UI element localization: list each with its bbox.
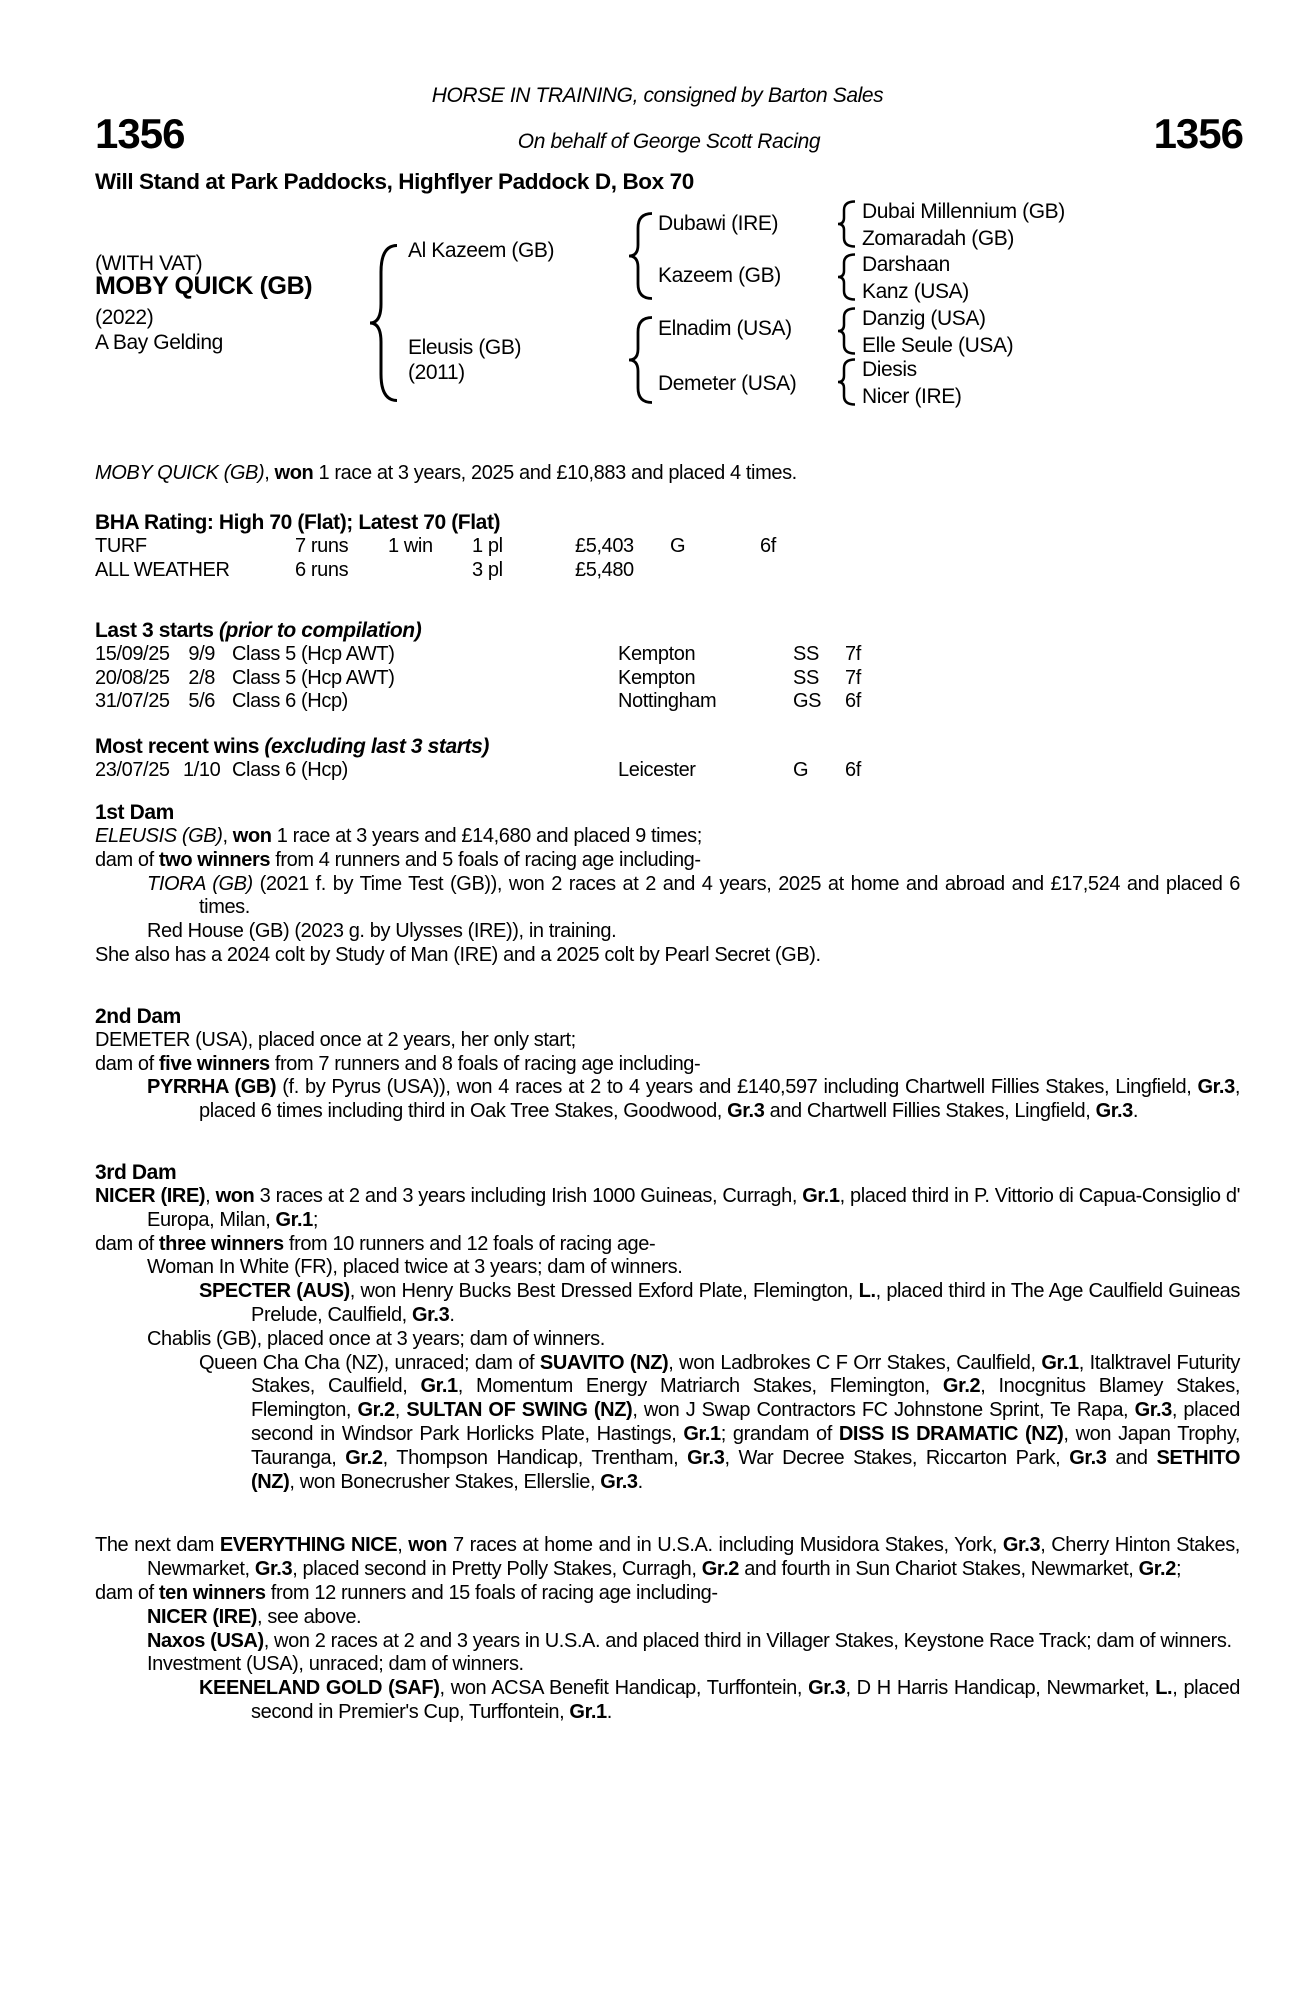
text-segment: KEENELAND GOLD (SAF) — [199, 1677, 440, 1700]
position-cell: 9/9 — [188, 643, 215, 665]
text-segment: won — [274, 462, 314, 484]
last-starts-table — [95, 643, 1240, 714]
distance-cell: 6f — [845, 690, 861, 712]
text-segment: , — [397, 1534, 409, 1557]
dam-grandparents-bottom — [862, 356, 961, 410]
race-result-row — [95, 667, 1240, 691]
text-segment: Red House (GB) (2023 g. by Ulysses (IRE)), in training. — [147, 920, 617, 943]
race-class-cell: Class 5 (Hcp AWT) — [232, 666, 395, 689]
race-result-row — [95, 759, 1240, 783]
text-segment: She also has a 2024 colt by Study of Man (IRE) and a 2025 colt by Pearl Secret (GB). — [95, 943, 821, 966]
text-segment: (f. by Pyrus (USA)), won 4 races at 2 to 4 years and £140,597 including Chartwell Fillies Stakes, Lingfield, — [276, 1076, 1198, 1099]
text-segment: two winners — [158, 848, 271, 871]
text-segment: , Italktravel Futurity Stakes, Caulfield, — [251, 1351, 1241, 1398]
text-segment: ; grandam of — [720, 1422, 839, 1445]
text-segment: Gr.3 — [1069, 1446, 1107, 1469]
runs-cell: 7 runs — [295, 535, 349, 557]
text-segment: DISS IS DRAMATIC (NZ) — [838, 1422, 1064, 1445]
dam-section — [95, 801, 1240, 968]
text-segment: Gr.2 — [1138, 1558, 1176, 1581]
sire-sire-name: Dubawi (IRE) — [658, 212, 779, 235]
sire-sire-sire-name: Dubai Millennium (GB) — [862, 200, 1065, 223]
text-segment: Gr.1 — [683, 1422, 721, 1445]
text-segment: ; — [312, 1208, 319, 1231]
text-segment: , placed second in Premier's Cup, Turffontein, — [251, 1677, 1240, 1723]
recent-wins-heading — [95, 735, 1240, 759]
wins-cell: 1 win — [388, 535, 433, 557]
text-segment: Gr.3 — [1197, 1076, 1235, 1099]
text-segment: Gr.3 — [600, 1470, 638, 1493]
dam-section-heading: 2nd Dam — [95, 1004, 181, 1028]
going-cell: GS — [793, 690, 822, 712]
text-segment: and Chartwell Fillies Stakes, Lingfield, — [764, 1100, 1096, 1123]
text-segment: ELEUSIS (GB) — [95, 825, 223, 847]
text-segment: Naxos (USA) — [147, 1629, 264, 1652]
text-segment: , Cherry Hinton Stakes, Newmarket, — [147, 1534, 1240, 1581]
distance-cell: 7f — [845, 643, 861, 665]
pedigree-paragraph — [95, 849, 1240, 873]
dam-sire-sire-name: Danzig (USA) — [862, 307, 986, 330]
text-segment: dam of — [95, 848, 159, 871]
lot-header-row — [0, 110, 1315, 157]
going-cell: SS — [793, 643, 819, 665]
text-segment: three winners — [158, 1232, 284, 1255]
text-segment: , won Henry Bucks Best Dressed Exford Plate, Flemington, — [349, 1280, 859, 1303]
race-class-cell: Class 6 (Hcp) — [232, 690, 348, 712]
brace-icon — [836, 358, 856, 406]
pedigree-paragraph — [95, 1653, 1240, 1677]
text-segment: MOBY QUICK (GB) — [95, 462, 265, 484]
text-segment: won — [408, 1534, 448, 1557]
text-segment: , placed second in Pretty Polly Stakes, Curragh, — [292, 1558, 702, 1581]
race-record-summary — [95, 461, 1240, 485]
text-segment: SPECTER (AUS) — [199, 1280, 350, 1303]
text-segment: , see above. — [257, 1605, 362, 1628]
text-segment: , won Ladbrokes C F Orr Stakes, Caulfield, — [668, 1351, 1042, 1374]
dam-section — [95, 1161, 1240, 1494]
text-segment: ten winners — [158, 1581, 266, 1604]
pedigree-paragraph — [95, 1280, 1240, 1328]
text-segment: (2021 f. by Time Test (GB)), won 2 races at 2 and 4 years, 2025 at home and abroad and £17,524 and placed 6 times. — [199, 872, 1240, 919]
text-segment: , — [264, 462, 275, 484]
text-segment: Queen Cha Cha (NZ), unraced; dam of — [199, 1351, 540, 1374]
race-class-cell: Class 6 (Hcp) — [232, 758, 348, 781]
pedigree-paragraph — [95, 1185, 1240, 1233]
horse-name: MOBY QUICK (GB) — [95, 272, 313, 300]
pedigree-paragraph — [95, 1352, 1240, 1495]
pedigree-paragraph — [95, 1582, 1240, 1606]
vat-note: (WITH VAT) — [95, 252, 203, 275]
dam-sire-name: Elnadim (USA) — [658, 317, 792, 340]
sire-dam-sire-name: Darshaan — [862, 253, 950, 276]
distance-cell: 6f — [760, 535, 776, 557]
text-segment: NICER (IRE) — [147, 1605, 258, 1628]
text-segment: , won Bonecrusher Stakes, Ellerslie, — [289, 1470, 601, 1493]
text-segment: Gr.3 — [687, 1446, 725, 1469]
text-segment: Gr.3 — [412, 1303, 450, 1326]
text-segment: Gr.3 — [254, 1558, 293, 1581]
dam-name: Eleusis (GB) — [408, 336, 522, 359]
text-segment: 1 race at 3 years and £14,680 and placed 9 times; — [271, 825, 702, 847]
brace-icon — [836, 253, 856, 301]
pedigree-paragraph — [95, 873, 1240, 921]
race-result-row — [95, 690, 1240, 714]
dam-grandparents-top — [862, 305, 1013, 359]
text-segment: from 7 runners and 8 foals of racing age including- — [269, 1052, 701, 1075]
surface-cell: TURF — [95, 535, 147, 557]
text-segment: , won 2 races at 2 and 3 years in U.S.A. and placed third in Villager Stakes, Keystone Race Track; dam of winners. — [263, 1629, 1232, 1652]
going-cell — [670, 559, 760, 583]
text-segment: Gr.2 — [942, 1375, 981, 1398]
text-segment: . — [637, 1470, 643, 1493]
catalogue-body — [95, 461, 1240, 1725]
brace-icon — [836, 200, 856, 248]
recent-wins-table — [95, 759, 1240, 783]
position-cell: 5/6 — [188, 690, 215, 712]
text-segment: , — [222, 825, 233, 847]
earnings-cell: £5,480 — [575, 558, 634, 581]
places-cell: 3 pl — [472, 558, 503, 581]
text-segment: Gr.1 — [1041, 1351, 1079, 1374]
text-segment: DEMETER (USA), placed once at 2 years, her only start; — [95, 1028, 576, 1051]
course-cell: Nottingham — [618, 690, 717, 712]
dam-dam-name: Demeter (USA) — [658, 372, 797, 395]
text-segment: Gr.3 — [727, 1100, 765, 1123]
last-starts-heading — [95, 619, 1240, 643]
consignment-line-2: On behalf of George Scott Racing — [517, 130, 821, 153]
text-segment: 3 races at 2 and 3 years including Irish 1000 Guineas, Curragh, — [254, 1184, 803, 1207]
text-segment: , — [394, 1399, 407, 1422]
text-segment: L. — [858, 1280, 876, 1303]
sire-grandparents-bottom — [862, 251, 969, 305]
text-segment: , won J Swap Contractors FC Johnstone Sprint, Te Rapa, — [632, 1399, 1135, 1422]
text-segment: . — [449, 1303, 455, 1326]
text-segment: Gr.1 — [802, 1184, 840, 1207]
dam-dam-dam-name: Nicer (IRE) — [862, 385, 962, 408]
sire-grandparents-top — [862, 198, 1065, 252]
brace-icon — [627, 212, 653, 300]
text-segment: won — [232, 825, 272, 847]
position-cell: 1/10 — [183, 758, 221, 781]
lot-number-left: 1356 — [95, 110, 185, 157]
brace-icon — [836, 307, 856, 355]
text-segment: SULTAN OF SWING (NZ) — [406, 1399, 633, 1422]
text-segment: , placed 6 times including third in Oak Tree Stakes, Goodwood, — [199, 1076, 1240, 1123]
text-segment: Gr.1 — [569, 1700, 607, 1723]
text-segment: , D H Harris Handicap, Newmarket, — [845, 1677, 1156, 1700]
text-segment: , — [205, 1184, 216, 1207]
dam-sire-dam-name: Elle Seule (USA) — [862, 334, 1014, 357]
pedigree-paragraph — [95, 1076, 1240, 1124]
pedigree-paragraph — [95, 1233, 1240, 1257]
text-segment: SETHITO (NZ) — [251, 1446, 1240, 1493]
text-segment: Gr.2 — [345, 1446, 383, 1469]
pedigree-chart — [0, 200, 1315, 414]
text-segment: , Inocgnitus Blamey Stakes, Flemington, — [251, 1375, 1240, 1422]
text-segment: , Momentum Energy Matriarch Stakes, Flemington, — [457, 1375, 943, 1398]
text-segment: , Thompson Handicap, Trentham, — [382, 1446, 688, 1469]
position-cell: 2/8 — [188, 666, 215, 689]
brace-icon — [627, 316, 653, 404]
going-cell: SS — [793, 666, 819, 689]
dam-section — [95, 1005, 1240, 1124]
going-cell: G — [793, 758, 809, 781]
course-cell: Kempton — [618, 666, 696, 689]
text-segment: Gr.3 — [1095, 1100, 1133, 1123]
dam-sections — [95, 801, 1240, 1725]
text-segment: Investment (USA), unraced; dam of winners. — [147, 1653, 524, 1676]
brace-icon — [368, 244, 398, 402]
text-segment: Gr.3 — [808, 1677, 846, 1700]
bha-table-row — [95, 559, 1240, 583]
date-cell: 15/09/25 — [95, 643, 170, 665]
sire-name: Al Kazeem (GB) — [408, 239, 555, 262]
consignment-line-1: HORSE IN TRAINING, consigned by Barton Sales — [431, 84, 884, 107]
text-segment: from 12 runners and 15 foals of racing age including- — [265, 1581, 718, 1604]
lot-number-right: 1356 — [1153, 110, 1243, 157]
text-segment: (prior to compilation) — [213, 619, 422, 642]
text-segment: Last 3 starts — [95, 619, 214, 642]
text-segment: from 10 runners and 12 foals of racing age- — [283, 1232, 656, 1255]
pedigree-paragraph — [95, 825, 1240, 849]
text-segment: won — [215, 1184, 255, 1207]
dam-year: (2011) — [408, 361, 465, 384]
race-class-cell: Class 5 (Hcp AWT) — [232, 643, 395, 665]
text-segment: 7 races at home and in U.S.A. including Musidora Stakes, York, — [447, 1534, 1003, 1557]
text-segment: from 4 runners and 5 foals of racing age including- — [270, 848, 701, 871]
text-segment: (excluding last 3 starts) — [258, 734, 489, 758]
text-segment: dam of — [95, 1052, 159, 1075]
text-segment: ; — [1175, 1558, 1182, 1581]
distance-cell: 7f — [845, 666, 861, 689]
text-segment: , placed third in The Age Caulfield Guineas Prelude, Caulfield, — [251, 1280, 1241, 1326]
earnings-cell: £5,403 — [575, 535, 634, 557]
surface-cell: ALL WEATHER — [95, 558, 230, 581]
foal-year: (2022) — [95, 306, 154, 329]
text-segment: PYRRHA (GB) — [147, 1076, 277, 1099]
text-segment: Gr.1 — [420, 1375, 458, 1398]
dam-dam-sire-name: Diesis — [862, 358, 917, 381]
text-segment: , War Decree Stakes, Riccarton Park, — [724, 1446, 1070, 1469]
places-cell: 1 pl — [472, 535, 503, 557]
pedigree-paragraph — [95, 1677, 1240, 1725]
sire-dam-dam-name: Kanz (USA) — [862, 280, 969, 303]
text-segment: , won Japan Trophy, Tauranga, — [251, 1422, 1240, 1469]
text-segment: 1 race at 3 years, 2025 and £10,883 and placed 4 times. — [313, 462, 797, 484]
course-cell: Kempton — [618, 643, 696, 665]
dam-section-heading: 3rd Dam — [95, 1160, 177, 1184]
text-segment: dam of — [95, 1581, 159, 1604]
date-cell: 23/07/25 — [95, 758, 170, 781]
text-segment: Gr.1 — [275, 1208, 313, 1231]
text-segment: SUAVITO (NZ) — [539, 1351, 669, 1374]
pedigree-paragraph — [95, 1606, 1240, 1630]
bha-table-row — [95, 535, 1240, 559]
text-segment: Most recent wins — [95, 734, 259, 758]
pedigree-paragraph — [95, 944, 1240, 968]
pedigree-paragraph — [95, 1328, 1240, 1352]
sire-dam-name: Kazeem (GB) — [658, 264, 781, 287]
text-segment: and fourth in Sun Chariot Stakes, Newmarket, — [739, 1558, 1139, 1581]
text-segment: Gr.2 — [701, 1558, 740, 1581]
text-segment: . — [1132, 1100, 1139, 1123]
going-cell: G — [670, 535, 686, 557]
text-segment: Gr.2 — [357, 1399, 395, 1422]
text-segment: NICER (IRE) — [95, 1184, 206, 1207]
text-segment: , placed third in P. Vittorio di Capua-Consiglio d' Europa, Milan, — [147, 1184, 1240, 1231]
horse-description: A Bay Gelding — [95, 331, 223, 354]
text-segment: five winners — [158, 1052, 270, 1075]
text-segment: . — [606, 1700, 612, 1723]
text-segment: , won ACSA Benefit Handicap, Turffontein, — [439, 1677, 809, 1700]
race-result-row — [95, 643, 1240, 667]
text-segment: and — [1106, 1446, 1157, 1469]
pedigree-paragraph — [95, 920, 1240, 944]
runs-cell: 6 runs — [295, 558, 349, 581]
bha-rating-heading: BHA Rating: High 70 (Flat); Latest 70 (Flat) — [95, 511, 501, 534]
text-segment: Gr.3 — [1134, 1399, 1172, 1422]
distance-cell: 6f — [845, 758, 861, 781]
dam-section — [95, 1534, 1240, 1724]
pedigree-paragraph — [95, 1256, 1240, 1280]
pedigree-paragraph — [95, 1029, 1240, 1053]
text-segment: L. — [1155, 1677, 1173, 1700]
text-segment: Gr.3 — [1002, 1534, 1041, 1557]
text-segment: EVERYTHING NICE — [219, 1534, 398, 1557]
text-segment: TIORA (GB) — [147, 872, 253, 895]
course-cell: Leicester — [618, 758, 696, 781]
text-segment: dam of — [95, 1232, 159, 1255]
date-cell: 31/07/25 — [95, 690, 170, 712]
text-segment: The next dam — [95, 1534, 220, 1557]
sire-sire-dam-name: Zomaradah (GB) — [862, 227, 1014, 250]
wins-cell — [388, 559, 472, 583]
text-segment: , placed second in Windsor Park Horlicks Plate, Hastings, — [251, 1399, 1240, 1445]
dam-section-heading: 1st Dam — [95, 801, 174, 824]
pedigree-paragraph — [95, 1630, 1240, 1654]
text-segment: Woman In White (FR), placed twice at 3 years; dam of winners. — [147, 1256, 683, 1279]
pedigree-paragraph — [95, 1053, 1240, 1077]
text-segment: Chablis (GB), placed once at 3 years; dam of winners. — [147, 1327, 605, 1350]
pedigree-paragraph — [95, 1534, 1240, 1582]
bha-rating-table — [95, 535, 1240, 582]
date-cell: 20/08/25 — [95, 666, 170, 689]
stand-location-line: Will Stand at Park Paddocks, Highflyer Paddock D, Box 70 — [95, 169, 694, 194]
